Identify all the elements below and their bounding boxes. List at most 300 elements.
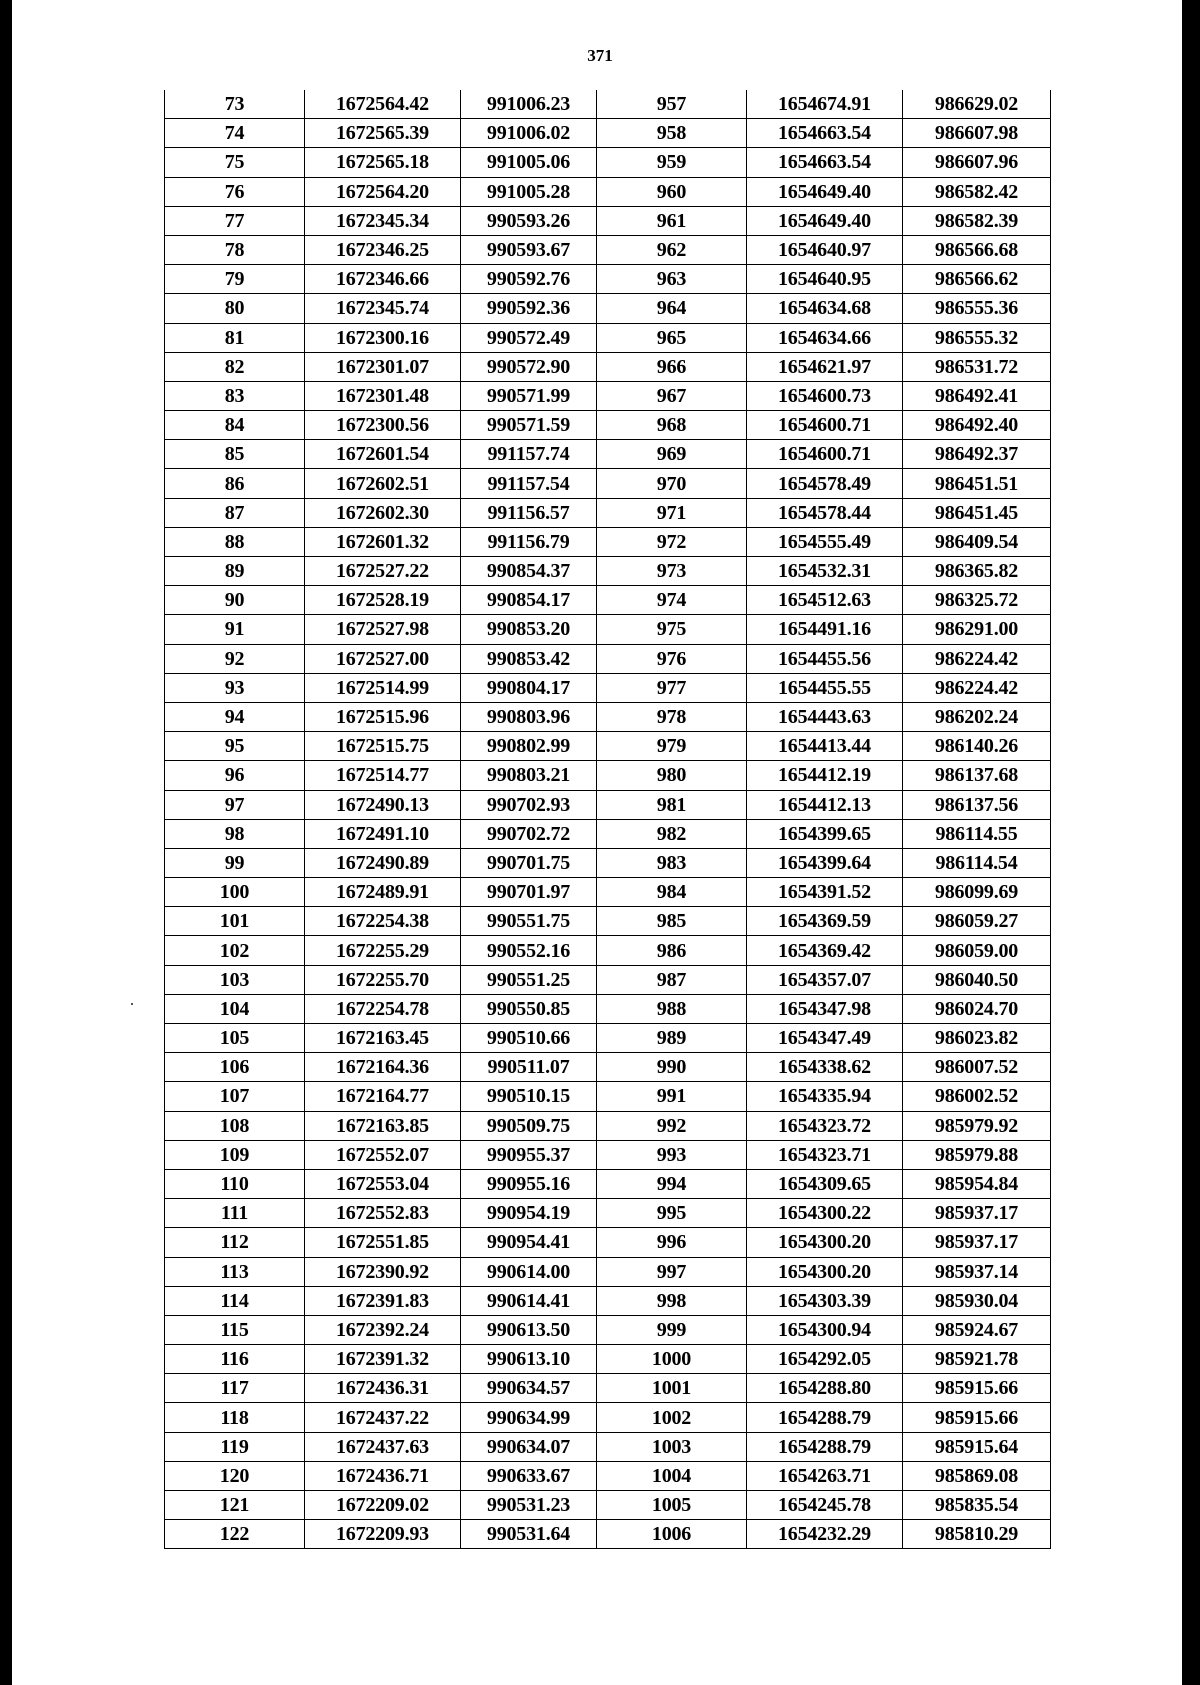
cell-y-coordinate-right: 985915.66 [903, 1374, 1051, 1403]
table-row [165, 1403, 1051, 1432]
cell-point-number-left: 93 [165, 673, 305, 702]
cell-y-coordinate-right: 985915.66 [903, 1403, 1051, 1432]
cell-y-coordinate-right: 986566.68 [903, 235, 1051, 264]
cell-y-coordinate-right: 986555.32 [903, 323, 1051, 352]
cell-x-coordinate-right: 1654634.68 [747, 294, 903, 323]
cell-x-coordinate-left: 1672163.45 [305, 1024, 461, 1053]
cell-x-coordinate-left: 1672300.56 [305, 411, 461, 440]
table-row [165, 119, 1051, 148]
table-row [165, 148, 1051, 177]
cell-x-coordinate-right: 1654357.07 [747, 965, 903, 994]
cell-x-coordinate-left: 1672437.63 [305, 1432, 461, 1461]
cell-y-coordinate-right: 986582.42 [903, 177, 1051, 206]
cell-point-number-right: 975 [597, 615, 747, 644]
cell-y-coordinate-left: 990955.37 [461, 1140, 597, 1169]
cell-x-coordinate-left: 1672255.29 [305, 936, 461, 965]
table-row [165, 352, 1051, 381]
cell-point-number-left: 82 [165, 352, 305, 381]
cell-x-coordinate-right: 1654369.59 [747, 907, 903, 936]
table-row [165, 235, 1051, 264]
cell-point-number-right: 986 [597, 936, 747, 965]
cell-y-coordinate-right: 986566.62 [903, 265, 1051, 294]
cell-y-coordinate-right: 986024.70 [903, 994, 1051, 1023]
cell-y-coordinate-right: 986002.52 [903, 1082, 1051, 1111]
cell-point-number-left: 107 [165, 1082, 305, 1111]
cell-x-coordinate-right: 1654443.63 [747, 702, 903, 731]
cell-point-number-right: 990 [597, 1053, 747, 1082]
cell-point-number-right: 994 [597, 1169, 747, 1198]
cell-point-number-right: 995 [597, 1199, 747, 1228]
cell-x-coordinate-right: 1654578.44 [747, 498, 903, 527]
cell-x-coordinate-left: 1672254.78 [305, 994, 461, 1023]
cell-y-coordinate-left: 990509.75 [461, 1111, 597, 1140]
cell-y-coordinate-right: 986629.02 [903, 90, 1051, 119]
cell-point-number-right: 1006 [597, 1520, 747, 1549]
cell-x-coordinate-left: 1672436.71 [305, 1461, 461, 1490]
table-row [165, 1169, 1051, 1198]
cell-point-number-right: 981 [597, 790, 747, 819]
cell-point-number-left: 86 [165, 469, 305, 498]
scan-border-left [0, 0, 12, 1685]
table-row [165, 1053, 1051, 1082]
cell-y-coordinate-left: 990572.49 [461, 323, 597, 352]
scan-border-right [1182, 0, 1200, 1685]
cell-point-number-right: 1002 [597, 1403, 747, 1432]
cell-point-number-right: 970 [597, 469, 747, 498]
cell-x-coordinate-right: 1654369.42 [747, 936, 903, 965]
cell-x-coordinate-right: 1654640.97 [747, 235, 903, 264]
cell-x-coordinate-left: 1672601.32 [305, 527, 461, 556]
cell-x-coordinate-right: 1654309.65 [747, 1169, 903, 1198]
cell-x-coordinate-right: 1654303.39 [747, 1286, 903, 1315]
cell-x-coordinate-left: 1672391.32 [305, 1345, 461, 1374]
cell-point-number-left: 117 [165, 1374, 305, 1403]
table-row [165, 790, 1051, 819]
cell-point-number-right: 1004 [597, 1461, 747, 1490]
cell-point-number-left: 96 [165, 761, 305, 790]
cell-x-coordinate-right: 1654300.22 [747, 1199, 903, 1228]
table-row [165, 265, 1051, 294]
cell-point-number-left: 118 [165, 1403, 305, 1432]
cell-y-coordinate-left: 990613.50 [461, 1315, 597, 1344]
cell-point-number-right: 987 [597, 965, 747, 994]
cell-y-coordinate-left: 990592.36 [461, 294, 597, 323]
cell-x-coordinate-right: 1654491.16 [747, 615, 903, 644]
cell-point-number-left: 89 [165, 557, 305, 586]
cell-point-number-right: 1000 [597, 1345, 747, 1374]
cell-point-number-right: 976 [597, 644, 747, 673]
table-row [165, 1140, 1051, 1169]
cell-point-number-left: 119 [165, 1432, 305, 1461]
cell-x-coordinate-left: 1672300.16 [305, 323, 461, 352]
cell-point-number-right: 989 [597, 1024, 747, 1053]
cell-x-coordinate-left: 1672564.42 [305, 90, 461, 119]
table-row [165, 469, 1051, 498]
cell-point-number-right: 973 [597, 557, 747, 586]
cell-y-coordinate-left: 990633.67 [461, 1461, 597, 1490]
cell-x-coordinate-left: 1672527.22 [305, 557, 461, 586]
table-row [165, 1520, 1051, 1549]
cell-y-coordinate-right: 986224.42 [903, 673, 1051, 702]
cell-point-number-left: 78 [165, 235, 305, 264]
cell-x-coordinate-right: 1654399.65 [747, 819, 903, 848]
cell-x-coordinate-left: 1672436.31 [305, 1374, 461, 1403]
cell-y-coordinate-left: 990550.85 [461, 994, 597, 1023]
cell-x-coordinate-left: 1672514.99 [305, 673, 461, 702]
table-row [165, 90, 1051, 119]
table-row [165, 1199, 1051, 1228]
cell-x-coordinate-left: 1672209.02 [305, 1491, 461, 1520]
table-row [165, 673, 1051, 702]
cell-y-coordinate-right: 986531.72 [903, 352, 1051, 381]
table-row [165, 994, 1051, 1023]
cell-y-coordinate-right: 986059.27 [903, 907, 1051, 936]
cell-x-coordinate-right: 1654663.54 [747, 119, 903, 148]
cell-point-number-right: 999 [597, 1315, 747, 1344]
cell-point-number-left: 79 [165, 265, 305, 294]
table-row [165, 878, 1051, 907]
cell-x-coordinate-right: 1654455.55 [747, 673, 903, 702]
cell-y-coordinate-left: 990613.10 [461, 1345, 597, 1374]
table-row [165, 1228, 1051, 1257]
cell-x-coordinate-left: 1672489.91 [305, 878, 461, 907]
cell-x-coordinate-right: 1654578.49 [747, 469, 903, 498]
cell-y-coordinate-right: 985930.04 [903, 1286, 1051, 1315]
cell-point-number-left: 88 [165, 527, 305, 556]
cell-x-coordinate-right: 1654300.20 [747, 1257, 903, 1286]
cell-x-coordinate-left: 1672602.51 [305, 469, 461, 498]
cell-point-number-right: 988 [597, 994, 747, 1023]
scan-speck [131, 1003, 133, 1005]
cell-x-coordinate-right: 1654413.44 [747, 732, 903, 761]
cell-y-coordinate-left: 990802.99 [461, 732, 597, 761]
cell-y-coordinate-right: 986409.54 [903, 527, 1051, 556]
table-row [165, 411, 1051, 440]
table-row [165, 1432, 1051, 1461]
cell-point-number-left: 98 [165, 819, 305, 848]
cell-point-number-left: 109 [165, 1140, 305, 1169]
table-row [165, 323, 1051, 352]
table-row [165, 936, 1051, 965]
table-row [165, 586, 1051, 615]
cell-x-coordinate-right: 1654649.40 [747, 177, 903, 206]
cell-x-coordinate-right: 1654512.63 [747, 586, 903, 615]
cell-point-number-left: 114 [165, 1286, 305, 1315]
cell-y-coordinate-right: 986140.26 [903, 732, 1051, 761]
cell-x-coordinate-right: 1654300.94 [747, 1315, 903, 1344]
table-row [165, 527, 1051, 556]
cell-point-number-left: 81 [165, 323, 305, 352]
cell-x-coordinate-right: 1654288.79 [747, 1432, 903, 1461]
cell-point-number-right: 1005 [597, 1491, 747, 1520]
cell-point-number-left: 83 [165, 381, 305, 410]
cell-x-coordinate-right: 1654412.13 [747, 790, 903, 819]
cell-y-coordinate-left: 991157.74 [461, 440, 597, 469]
table-row [165, 206, 1051, 235]
cell-point-number-left: 113 [165, 1257, 305, 1286]
table-row [165, 557, 1051, 586]
cell-y-coordinate-right: 986137.56 [903, 790, 1051, 819]
cell-point-number-right: 984 [597, 878, 747, 907]
cell-point-number-left: 80 [165, 294, 305, 323]
cell-x-coordinate-right: 1654323.72 [747, 1111, 903, 1140]
cell-y-coordinate-left: 990701.97 [461, 878, 597, 907]
table-row [165, 819, 1051, 848]
cell-x-coordinate-left: 1672301.07 [305, 352, 461, 381]
cell-y-coordinate-right: 985835.54 [903, 1491, 1051, 1520]
cell-y-coordinate-right: 986492.40 [903, 411, 1051, 440]
cell-point-number-left: 122 [165, 1520, 305, 1549]
cell-point-number-left: 95 [165, 732, 305, 761]
cell-point-number-right: 982 [597, 819, 747, 848]
cell-point-number-right: 959 [597, 148, 747, 177]
cell-y-coordinate-right: 985869.08 [903, 1461, 1051, 1490]
cell-y-coordinate-right: 986040.50 [903, 965, 1051, 994]
cell-point-number-right: 965 [597, 323, 747, 352]
table-row [165, 177, 1051, 206]
cell-x-coordinate-right: 1654391.52 [747, 878, 903, 907]
table-row [165, 732, 1051, 761]
cell-y-coordinate-right: 985810.29 [903, 1520, 1051, 1549]
cell-point-number-left: 77 [165, 206, 305, 235]
cell-x-coordinate-right: 1654674.91 [747, 90, 903, 119]
cell-y-coordinate-left: 990571.59 [461, 411, 597, 440]
cell-y-coordinate-left: 990853.42 [461, 644, 597, 673]
cell-y-coordinate-right: 985979.88 [903, 1140, 1051, 1169]
cell-y-coordinate-left: 990592.76 [461, 265, 597, 294]
cell-x-coordinate-left: 1672163.85 [305, 1111, 461, 1140]
cell-y-coordinate-right: 986582.39 [903, 206, 1051, 235]
cell-point-number-right: 962 [597, 235, 747, 264]
cell-x-coordinate-right: 1654263.71 [747, 1461, 903, 1490]
cell-y-coordinate-left: 991157.54 [461, 469, 597, 498]
cell-y-coordinate-left: 991005.06 [461, 148, 597, 177]
cell-point-number-right: 969 [597, 440, 747, 469]
cell-point-number-left: 106 [165, 1053, 305, 1082]
cell-y-coordinate-right: 985937.17 [903, 1199, 1051, 1228]
cell-y-coordinate-left: 990634.99 [461, 1403, 597, 1432]
cell-point-number-right: 968 [597, 411, 747, 440]
cell-y-coordinate-left: 990634.07 [461, 1432, 597, 1461]
cell-point-number-left: 75 [165, 148, 305, 177]
cell-y-coordinate-right: 986202.24 [903, 702, 1051, 731]
cell-y-coordinate-left: 990614.00 [461, 1257, 597, 1286]
table-row [165, 381, 1051, 410]
cell-y-coordinate-right: 986099.69 [903, 878, 1051, 907]
cell-x-coordinate-right: 1654245.78 [747, 1491, 903, 1520]
cell-y-coordinate-left: 990803.21 [461, 761, 597, 790]
cell-y-coordinate-left: 990804.17 [461, 673, 597, 702]
cell-x-coordinate-right: 1654300.20 [747, 1228, 903, 1257]
cell-x-coordinate-left: 1672527.00 [305, 644, 461, 673]
cell-point-number-left: 108 [165, 1111, 305, 1140]
cell-y-coordinate-left: 991005.28 [461, 177, 597, 206]
cell-x-coordinate-left: 1672164.36 [305, 1053, 461, 1082]
cell-x-coordinate-left: 1672164.77 [305, 1082, 461, 1111]
cell-point-number-left: 85 [165, 440, 305, 469]
table-row [165, 644, 1051, 673]
cell-point-number-right: 1003 [597, 1432, 747, 1461]
cell-point-number-right: 993 [597, 1140, 747, 1169]
cell-y-coordinate-left: 991156.79 [461, 527, 597, 556]
cell-point-number-left: 110 [165, 1169, 305, 1198]
cell-y-coordinate-right: 985954.84 [903, 1169, 1051, 1198]
cell-x-coordinate-right: 1654335.94 [747, 1082, 903, 1111]
cell-y-coordinate-left: 990634.57 [461, 1374, 597, 1403]
cell-x-coordinate-right: 1654649.40 [747, 206, 903, 235]
cell-x-coordinate-right: 1654347.49 [747, 1024, 903, 1053]
cell-x-coordinate-left: 1672490.13 [305, 790, 461, 819]
cell-point-number-left: 112 [165, 1228, 305, 1257]
table-row [165, 965, 1051, 994]
cell-y-coordinate-left: 991156.57 [461, 498, 597, 527]
coordinates-table-container [164, 90, 1050, 1549]
cell-point-number-left: 90 [165, 586, 305, 615]
cell-x-coordinate-right: 1654455.56 [747, 644, 903, 673]
cell-y-coordinate-right: 985979.92 [903, 1111, 1051, 1140]
coordinates-table-body [165, 90, 1051, 1549]
table-row [165, 761, 1051, 790]
cell-point-number-left: 76 [165, 177, 305, 206]
cell-y-coordinate-left: 990701.75 [461, 848, 597, 877]
cell-x-coordinate-left: 1672345.34 [305, 206, 461, 235]
cell-y-coordinate-right: 986492.41 [903, 381, 1051, 410]
cell-x-coordinate-left: 1672437.22 [305, 1403, 461, 1432]
cell-x-coordinate-left: 1672565.18 [305, 148, 461, 177]
cell-x-coordinate-left: 1672551.85 [305, 1228, 461, 1257]
cell-y-coordinate-right: 986023.82 [903, 1024, 1051, 1053]
cell-x-coordinate-left: 1672527.98 [305, 615, 461, 644]
cell-point-number-right: 964 [597, 294, 747, 323]
table-row [165, 498, 1051, 527]
table-row [165, 1491, 1051, 1520]
cell-y-coordinate-left: 991006.23 [461, 90, 597, 119]
cell-x-coordinate-left: 1672346.25 [305, 235, 461, 264]
cell-point-number-right: 979 [597, 732, 747, 761]
cell-x-coordinate-right: 1654292.05 [747, 1345, 903, 1374]
cell-y-coordinate-right: 986451.45 [903, 498, 1051, 527]
cell-point-number-left: 91 [165, 615, 305, 644]
cell-x-coordinate-left: 1672601.54 [305, 440, 461, 469]
cell-x-coordinate-right: 1654347.98 [747, 994, 903, 1023]
page-number: 371 [587, 46, 613, 65]
cell-point-number-left: 84 [165, 411, 305, 440]
cell-x-coordinate-right: 1654621.97 [747, 352, 903, 381]
cell-x-coordinate-right: 1654288.80 [747, 1374, 903, 1403]
cell-y-coordinate-left: 990551.25 [461, 965, 597, 994]
cell-x-coordinate-left: 1672564.20 [305, 177, 461, 206]
cell-y-coordinate-right: 985915.64 [903, 1432, 1051, 1461]
cell-y-coordinate-left: 990531.23 [461, 1491, 597, 1520]
table-row [165, 1374, 1051, 1403]
cell-y-coordinate-left: 990510.15 [461, 1082, 597, 1111]
cell-y-coordinate-right: 986492.37 [903, 440, 1051, 469]
coordinates-table [164, 90, 1051, 1549]
cell-point-number-left: 103 [165, 965, 305, 994]
cell-point-number-left: 111 [165, 1199, 305, 1228]
cell-point-number-right: 977 [597, 673, 747, 702]
cell-y-coordinate-right: 986451.51 [903, 469, 1051, 498]
cell-x-coordinate-right: 1654663.54 [747, 148, 903, 177]
cell-y-coordinate-left: 990854.17 [461, 586, 597, 615]
cell-x-coordinate-left: 1672552.07 [305, 1140, 461, 1169]
cell-point-number-left: 73 [165, 90, 305, 119]
cell-x-coordinate-right: 1654338.62 [747, 1053, 903, 1082]
table-row [165, 1461, 1051, 1490]
cell-y-coordinate-right: 986365.82 [903, 557, 1051, 586]
cell-x-coordinate-right: 1654532.31 [747, 557, 903, 586]
cell-x-coordinate-right: 1654600.71 [747, 440, 903, 469]
cell-x-coordinate-right: 1654232.29 [747, 1520, 903, 1549]
cell-y-coordinate-right: 986114.54 [903, 848, 1051, 877]
cell-y-coordinate-left: 990593.67 [461, 235, 597, 264]
cell-y-coordinate-left: 990511.07 [461, 1053, 597, 1082]
cell-y-coordinate-left: 990571.99 [461, 381, 597, 410]
cell-y-coordinate-right: 986291.00 [903, 615, 1051, 644]
cell-y-coordinate-left: 990853.20 [461, 615, 597, 644]
cell-point-number-right: 961 [597, 206, 747, 235]
cell-point-number-left: 115 [165, 1315, 305, 1344]
cell-y-coordinate-right: 985937.14 [903, 1257, 1051, 1286]
cell-y-coordinate-right: 986007.52 [903, 1053, 1051, 1082]
cell-x-coordinate-left: 1672528.19 [305, 586, 461, 615]
cell-y-coordinate-left: 990510.66 [461, 1024, 597, 1053]
cell-point-number-left: 116 [165, 1345, 305, 1374]
cell-point-number-right: 960 [597, 177, 747, 206]
cell-x-coordinate-right: 1654412.19 [747, 761, 903, 790]
cell-y-coordinate-right: 985924.67 [903, 1315, 1051, 1344]
table-row [165, 848, 1051, 877]
cell-x-coordinate-left: 1672391.83 [305, 1286, 461, 1315]
cell-x-coordinate-right: 1654323.71 [747, 1140, 903, 1169]
cell-point-number-right: 958 [597, 119, 747, 148]
cell-point-number-right: 996 [597, 1228, 747, 1257]
cell-x-coordinate-left: 1672345.74 [305, 294, 461, 323]
cell-x-coordinate-right: 1654600.71 [747, 411, 903, 440]
cell-x-coordinate-left: 1672491.10 [305, 819, 461, 848]
cell-y-coordinate-left: 990614.41 [461, 1286, 597, 1315]
cell-point-number-right: 966 [597, 352, 747, 381]
cell-point-number-left: 101 [165, 907, 305, 936]
cell-y-coordinate-left: 990552.16 [461, 936, 597, 965]
cell-y-coordinate-left: 990954.41 [461, 1228, 597, 1257]
cell-x-coordinate-left: 1672209.93 [305, 1520, 461, 1549]
cell-x-coordinate-left: 1672565.39 [305, 119, 461, 148]
cell-point-number-left: 94 [165, 702, 305, 731]
cell-point-number-left: 121 [165, 1491, 305, 1520]
cell-x-coordinate-left: 1672346.66 [305, 265, 461, 294]
cell-y-coordinate-right: 986137.68 [903, 761, 1051, 790]
cell-point-number-right: 963 [597, 265, 747, 294]
cell-x-coordinate-left: 1672515.75 [305, 732, 461, 761]
cell-point-number-left: 120 [165, 1461, 305, 1490]
cell-x-coordinate-left: 1672553.04 [305, 1169, 461, 1198]
table-row [165, 1111, 1051, 1140]
cell-point-number-right: 972 [597, 527, 747, 556]
cell-y-coordinate-right: 986114.55 [903, 819, 1051, 848]
cell-x-coordinate-right: 1654600.73 [747, 381, 903, 410]
cell-point-number-left: 74 [165, 119, 305, 148]
cell-point-number-right: 974 [597, 586, 747, 615]
table-row [165, 1345, 1051, 1374]
table-row [165, 1315, 1051, 1344]
table-row [165, 294, 1051, 323]
cell-y-coordinate-right: 985937.17 [903, 1228, 1051, 1257]
cell-x-coordinate-left: 1672254.38 [305, 907, 461, 936]
cell-x-coordinate-left: 1672515.96 [305, 702, 461, 731]
cell-x-coordinate-left: 1672490.89 [305, 848, 461, 877]
cell-point-number-left: 99 [165, 848, 305, 877]
